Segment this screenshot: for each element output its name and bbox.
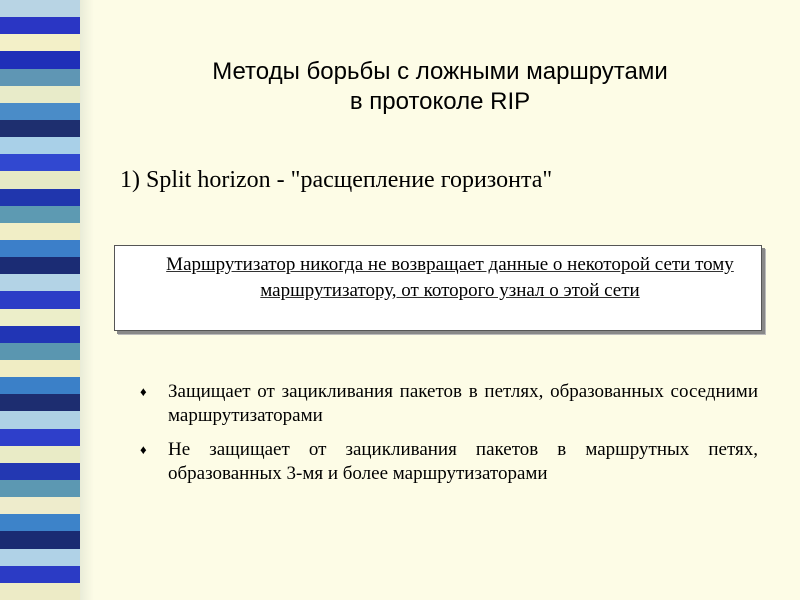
decorative-stripe: [0, 34, 80, 51]
decorative-stripe: [0, 309, 80, 326]
decorative-stripe: [0, 343, 80, 360]
decorative-stripe-bar: [0, 0, 80, 600]
decorative-stripe: [0, 291, 80, 308]
decorative-stripe: [0, 206, 80, 223]
decorative-stripe: [0, 137, 80, 154]
decorative-stripe: [0, 377, 80, 394]
bullet-item: [140, 438, 758, 486]
bullet-item: [140, 380, 758, 428]
diamond-bullet-icon: ♦: [140, 384, 147, 399]
decorative-stripe: [0, 394, 80, 411]
bullet-text: Не защищает от зацикливания пакетов в маршрутных петях, образованных 3-мя и более маршрутизаторами: [168, 439, 758, 484]
bullet-text: Защищает от зацикливания пакетов в петлях, образованных соседними маршрутизаторами: [168, 381, 758, 426]
decorative-stripe: [0, 463, 80, 480]
bullet-list: [140, 380, 758, 496]
decorative-stripe: [0, 189, 80, 206]
decorative-stripe: [0, 257, 80, 274]
decorative-stripe: [0, 223, 80, 240]
diamond-bullet-icon: ♦: [140, 442, 147, 457]
decorative-stripe: [0, 51, 80, 68]
decorative-stripe: [0, 429, 80, 446]
decorative-stripe: [0, 103, 80, 120]
slide-subtitle: 1) Split horizon - "расщепление горизонта": [120, 167, 553, 193]
decorative-stripe: [0, 326, 80, 343]
decorative-stripe: [0, 446, 80, 463]
decorative-stripe: [0, 86, 80, 103]
decorative-stripe: [0, 120, 80, 137]
definition-callout-box: [114, 245, 762, 331]
decorative-stripe: [0, 566, 80, 583]
decorative-stripe: [0, 171, 80, 188]
decorative-stripe: [0, 69, 80, 86]
slide-title-line-1: Методы борьбы с ложными маршрутами: [212, 58, 668, 85]
slide-title: [100, 57, 780, 117]
decorative-stripe: [0, 411, 80, 428]
decorative-stripe: [0, 17, 80, 34]
decorative-stripe: [0, 480, 80, 497]
definition-callout-text: Маршрутизатор никогда не возвращает данные о некоторой сети тому маршрутизатору, от которого узнал о этой сети: [166, 254, 734, 301]
decorative-stripe: [0, 531, 80, 548]
decorative-stripe: [0, 360, 80, 377]
decorative-stripe: [0, 514, 80, 531]
decorative-stripe: [0, 274, 80, 291]
slide-title-line-2: в протоколе RIP: [349, 88, 531, 115]
decorative-stripe: [0, 240, 80, 257]
decorative-stripe: [0, 583, 80, 600]
decorative-stripe: [0, 154, 80, 171]
decorative-edge: [80, 0, 94, 600]
decorative-stripe: [0, 497, 80, 514]
decorative-stripe: [0, 0, 80, 17]
decorative-stripe: [0, 549, 80, 566]
